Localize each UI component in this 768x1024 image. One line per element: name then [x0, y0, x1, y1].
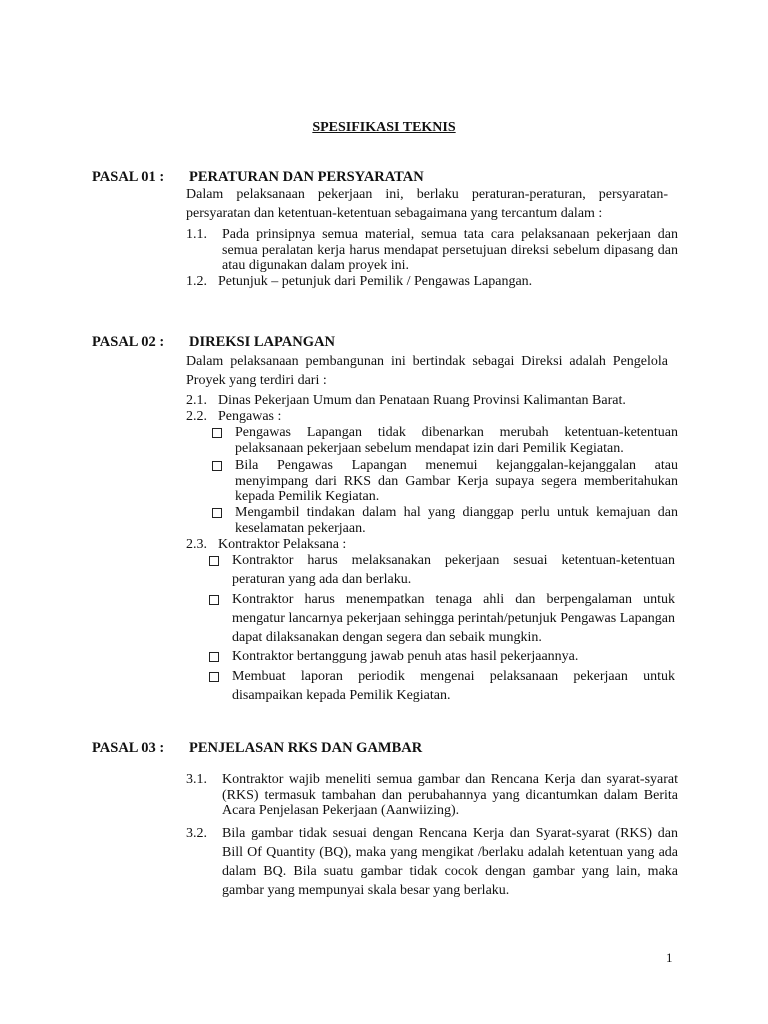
list-item: [186, 409, 678, 425]
pasal-title: DIREKSI LAPANGAN: [189, 334, 335, 350]
checkbox-bullet-icon: [212, 428, 222, 438]
bullet-text: Kontraktor harus menempatkan tenaga ahli dan berpengalaman untuk mengatur lancarnya pekerjaan sehingga perintah/petunjuk Pengawas Lapangan dapat dilaksanakan dengan segera dan sebaik mungkin.: [232, 592, 675, 645]
item-number: 3.2.: [186, 826, 207, 841]
pasal-title: PERATURAN DAN PERSYARATAN: [189, 169, 424, 185]
bullet-text: Mengambil tindakan dalam hal yang dianggap perlu untuk kemajuan dan keselamatan pekerjaan.: [235, 505, 678, 536]
bullet-item: [209, 667, 675, 705]
list-item: [186, 393, 678, 409]
bullet-item: [209, 551, 675, 589]
pasal-01-intro: Dalam pelaksanaan pekerjaan ini, berlaku peraturan-peraturan, persyaratan-persyaratan dan ketentuan-ketentuan sebagaimana yang tercantum dalam :: [186, 187, 668, 221]
checkbox-bullet-icon: [209, 672, 219, 682]
checkbox-bullet-icon: [209, 652, 219, 662]
item-text: Dinas Pekerjaan Umum dan Penataan Ruang Provinsi Kalimantan Barat.: [218, 393, 626, 408]
item-text: Bila gambar tidak sesuai dengan Rencana Kerja dan Syarat-syarat (RKS) dan Bill Of Quantity (BQ), maka yang mengikat /berlaku adalah ketentuan yang ada dalam BQ. Bila suatu gambar tidak cocok dengan gambar yang lain, maka gambar yang mempunyai skala besar yang berlaku.: [222, 826, 678, 898]
item-number: 2.3.: [186, 537, 207, 552]
pasal-02-intro: Dalam pelaksanaan pembangunan ini bertindak sebagai Direksi adalah Pengelola Proyek yang terdiri dari :: [186, 354, 668, 388]
pasal-number: PASAL 02 :: [92, 334, 165, 350]
pasal-number: PASAL 03 :: [92, 740, 165, 756]
document-title: SPESIFIKASI TEKNIS: [312, 120, 456, 135]
bullet-item: [209, 590, 675, 647]
pasal-number: PASAL 01 :: [92, 169, 165, 185]
checkbox-bullet-icon: [212, 508, 222, 518]
item-number: 1.1.: [186, 227, 207, 242]
pasal-03-heading: [92, 740, 422, 757]
checkbox-bullet-icon: [209, 595, 219, 605]
bullet-text: Membuat laporan periodik mengenai pelaksanaan pekerjaan untuk disampaikan kepada Pemilik Kegiatan.: [232, 669, 675, 703]
checkbox-bullet-icon: [209, 556, 219, 566]
pasal-02-heading: [92, 334, 335, 351]
bullet-item: [209, 647, 675, 666]
item-text: Pada prinsipnya semua material, semua tata cara pelaksanaan pekerjaan dan semua peralatan kerja harus mendapat persetujuan direksi sebelum dipasang dan atau digunakan dalam proyek ini.: [222, 227, 678, 273]
bullet-item: [212, 458, 678, 505]
list-item: [186, 772, 678, 819]
bullet-text: Kontraktor harus melaksanakan pekerjaan sesuai ketentuan-ketentuan peraturan yang ada dan berlaku.: [232, 553, 675, 587]
bullet-item: [212, 425, 678, 456]
item-text: Kontraktor wajib meneliti semua gambar dan Rencana Kerja dan syarat-syarat (RKS) termasuk tambahan dan perubahannya yang dicantumkan dalam Berita Acara Penjelasan Pekerjaan (Aanwiizing).: [222, 772, 678, 818]
bullet-text: Pengawas Lapangan tidak dibenarkan merubah ketentuan-ketentuan pelaksanaan pekerjaan sebelum mendapat izin dari Pemilik Kegiatan.: [235, 425, 678, 456]
pasal-01-heading: [92, 169, 424, 186]
bullet-item: [212, 505, 678, 536]
checkbox-bullet-icon: [212, 461, 222, 471]
item-number: 1.2.: [186, 274, 207, 289]
list-item: [186, 227, 678, 274]
item-number: 2.1.: [186, 393, 207, 408]
item-text: Petunjuk – petunjuk dari Pemilik / Pengawas Lapangan.: [218, 274, 533, 289]
item-text: Kontraktor Pelaksana :: [218, 537, 347, 552]
item-number: 2.2.: [186, 409, 207, 424]
item-text: Pengawas :: [218, 409, 282, 424]
list-item: [186, 824, 678, 900]
list-item: [186, 274, 678, 290]
pasal-title: PENJELASAN RKS DAN GAMBAR: [189, 740, 423, 756]
bullet-text: Kontraktor bertanggung jawab penuh atas hasil pekerjaannya.: [232, 649, 579, 664]
bullet-text: Bila Pengawas Lapangan menemui kejanggalan-kejanggalan atau menyimpang dari RKS dan Gambar Kerja supaya segera memberitahukan kepada Pemilik Kegiatan.: [235, 458, 678, 504]
page-number: 1: [666, 950, 673, 965]
item-number: 3.1.: [186, 772, 207, 787]
